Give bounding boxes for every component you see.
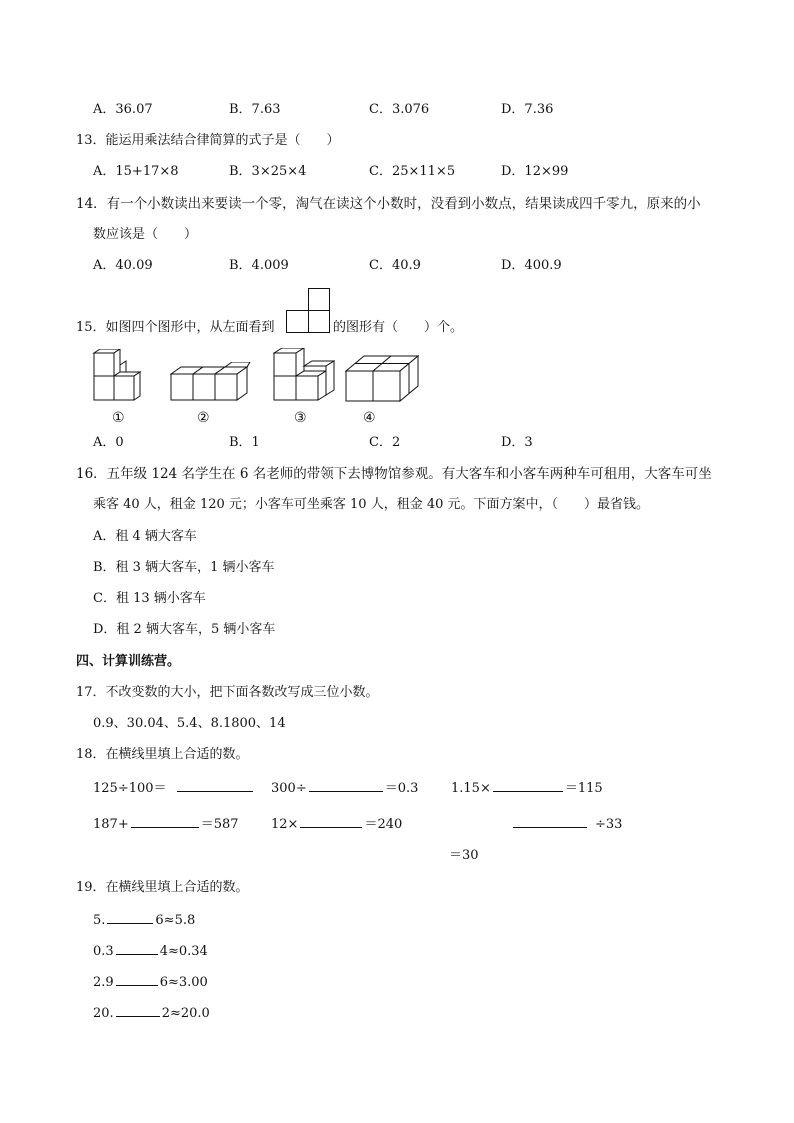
approx-item: [93, 973, 208, 992]
question-18: 18．在横线里填上合适的数。: [76, 747, 249, 762]
approx-right: 2≈20.0: [161, 1006, 210, 1021]
approx-item: [93, 942, 208, 961]
question-16-line1: 16．五年级 124 名学生在 6 名老师的带领下去博物馆参观。有大客车和小客车两种车可租用，大客车可坐: [76, 466, 712, 482]
equation-text: ＝0.3: [384, 781, 419, 796]
option-a: A．40.09: [93, 258, 153, 273]
equation-a: [93, 779, 255, 798]
approx-left: 2.9: [93, 975, 114, 990]
approx-left: 0.3: [93, 944, 114, 959]
equation-text: 187+: [93, 817, 129, 832]
answer-blank[interactable]: [116, 973, 158, 986]
question-14-line1: 14．有一个小数读出来要读一个零，淘气在读这个小数时，没看到小数点，结果读成四千零九，原来的小: [76, 196, 701, 212]
answer-blank[interactable]: [309, 779, 383, 792]
equation-e: [271, 815, 402, 834]
side-view-figure: [286, 288, 332, 334]
approx-item: [93, 911, 195, 930]
equation-text: ＝240: [364, 817, 403, 832]
figure-label-4: ④: [363, 410, 376, 426]
equation-text: ＝115: [564, 781, 603, 796]
question-14-line2: 数应该是（ ）: [93, 227, 198, 242]
cube-figure-3: [273, 348, 335, 402]
option-a: A．15+17×8: [93, 164, 179, 179]
option-a: A．租 4 辆大客车: [93, 529, 197, 544]
option-c: C．2: [369, 435, 401, 450]
equation-f: [511, 815, 622, 834]
equation-text: 125÷100＝: [93, 781, 167, 796]
approx-item: [93, 1004, 210, 1023]
option-c: C．25×11×5: [369, 164, 456, 179]
option-d: D．12×99: [501, 164, 569, 179]
answer-blank[interactable]: [116, 942, 158, 955]
approx-right: 4≈0.34: [159, 944, 208, 959]
option-d: D．7.36: [501, 102, 554, 117]
question-17: 17．不改变数的大小，把下面各数改写成三位小数。: [76, 685, 379, 700]
option-d: D．3: [501, 435, 533, 450]
option-c: C．3.076: [369, 102, 430, 117]
figure-label-3: ③: [294, 410, 307, 426]
approx-right: 6≈3.00: [159, 975, 208, 990]
question-19: 19．在横线里填上合适的数。: [76, 880, 249, 895]
option-d: D．租 2 辆大客车，5 辆小客车: [93, 622, 276, 637]
option-b: B．7.63: [229, 102, 281, 117]
approx-left: 20.: [93, 1006, 114, 1021]
equation-d: [93, 815, 239, 834]
question-15-text-before: 15．如图四个图形中，从左面看到: [76, 320, 275, 335]
figure-label-1: ①: [112, 410, 125, 426]
option-c: C．40.9: [369, 258, 421, 273]
answer-blank[interactable]: [116, 1004, 160, 1017]
cube-figure-2: [170, 362, 252, 402]
answer-blank[interactable]: [177, 779, 253, 792]
answer-blank[interactable]: [493, 779, 563, 792]
equation-text: 1.15×: [451, 781, 491, 796]
option-b: B．1: [229, 435, 260, 450]
option-a: A．36.07: [93, 102, 153, 117]
figure-label-2: ②: [197, 410, 210, 426]
option-a: A．0: [93, 435, 124, 450]
question-16-line2: 乘客 40 人，租金 120 元；小客车可坐乘客 10 人，租金 40 元。下面方案中，（ ）最省钱。: [93, 497, 649, 512]
option-c: C．租 13 辆小客车: [93, 591, 206, 606]
question-17-numbers: 0.9、30.04、5.4、8.1800、14: [93, 716, 286, 731]
equation-text: ÷33: [595, 817, 623, 832]
question-15-text-after: 的图形有（ ）个。: [333, 320, 464, 335]
approx-right: 6≈5.8: [155, 913, 196, 928]
cube-figure-4: [345, 355, 419, 403]
question-13: 13．能运用乘法结合律简算的式子是（ ）: [76, 133, 340, 148]
equation-text: 12×: [271, 817, 299, 832]
approx-left: 5.: [93, 913, 106, 928]
section-heading: 四、计算训练营。: [76, 654, 181, 669]
equation-c: [451, 779, 603, 798]
cube-figure-1: [92, 349, 146, 403]
equation-b: [271, 779, 418, 798]
answer-blank[interactable]: [300, 815, 362, 828]
answer-blank[interactable]: [131, 815, 199, 828]
option-b: B．3×25×4: [229, 164, 307, 179]
answer-blank[interactable]: [513, 815, 587, 828]
option-b: B．租 3 辆大客车，1 辆小客车: [93, 560, 275, 575]
option-b: B．4.009: [229, 258, 289, 273]
answer-blank[interactable]: [107, 911, 153, 924]
option-d: D．400.9: [501, 258, 562, 273]
equation-text: ＝587: [200, 817, 239, 832]
equation-f-result: ＝30: [449, 848, 479, 863]
equation-text: 300÷: [271, 781, 307, 796]
